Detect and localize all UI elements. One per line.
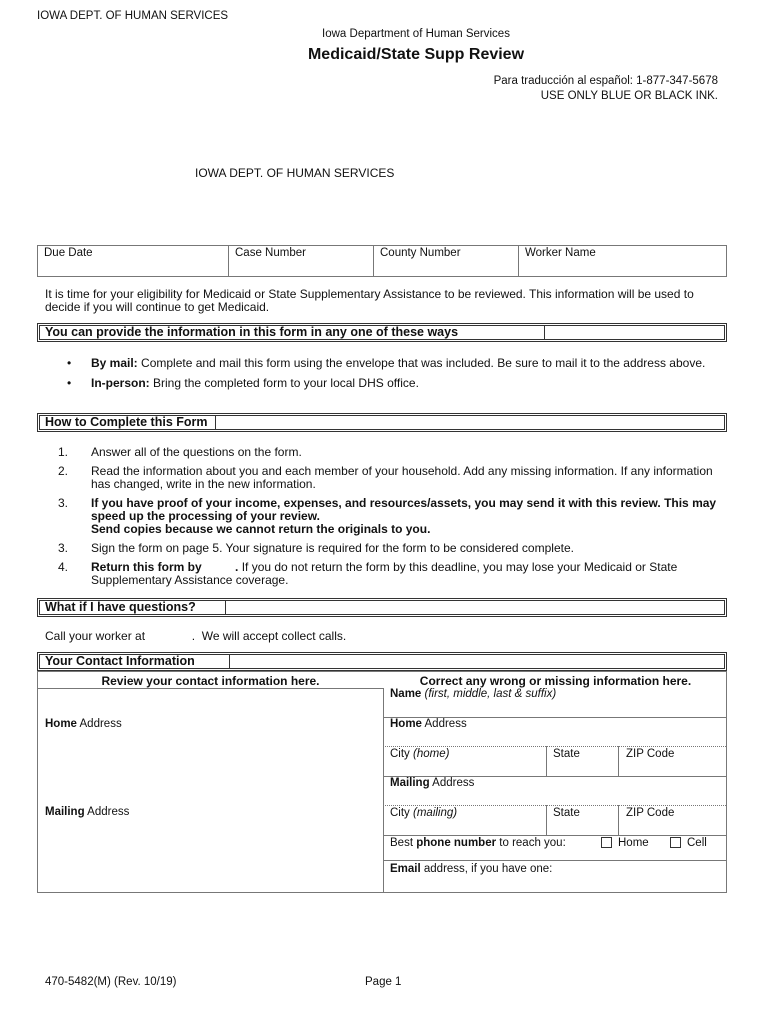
section-bar-contact (37, 652, 727, 671)
divider (383, 835, 726, 836)
county-number-cell[interactable] (374, 246, 519, 277)
bullet-icon: • (67, 376, 72, 390)
section-heading-how: How to Complete this Form (40, 416, 216, 429)
form-number: 470-5482(M) (Rev. 10/19) (45, 976, 177, 988)
list-item (58, 465, 723, 491)
list-item (58, 542, 723, 555)
section-heading-provide: You can provide the information in this form in any one of these ways (40, 326, 545, 339)
ink-instruction: USE ONLY BLUE OR BLACK INK. (540, 90, 718, 102)
section-bar-questions (37, 598, 727, 617)
state-mailing-field[interactable]: State (553, 807, 580, 819)
method-label: By mail: (91, 356, 138, 370)
mailing-address-block: IOWA DEPT. OF HUMAN SERVICES (195, 166, 395, 180)
divider (546, 746, 547, 776)
instructions-list (58, 446, 723, 593)
contact-info-grid (37, 671, 727, 893)
city-mailing-field[interactable] (390, 807, 457, 819)
page-number: Page 1 (365, 976, 402, 988)
city-hint: (mailing) (409, 807, 458, 819)
header-notes (494, 74, 718, 104)
step-number: 2. (58, 464, 69, 478)
home-label: Home (45, 718, 77, 730)
phone-label: Best (390, 837, 417, 849)
department-name: Iowa Department of Human Services (322, 28, 510, 40)
state-home-field[interactable]: State (553, 748, 580, 760)
spanish-translation-line: Para traducción al español: 1-877-347-5678 (493, 75, 718, 87)
case-number-cell[interactable] (229, 246, 374, 277)
step-bold-text: Return this form by . (91, 560, 239, 574)
address-label: Address (84, 806, 130, 818)
due-date-cell[interactable] (38, 246, 229, 277)
method-text: Bring the completed form to your local DHS office. (149, 376, 419, 390)
step-text: Read the information about you and each member of your household. Add any missing information. If any information has changed, write in the new information. (91, 464, 713, 491)
step-number: 3. (58, 541, 69, 555)
step-number: 4. (58, 560, 69, 574)
email-label-rest: address, if you have one: (420, 863, 553, 875)
column-divider (383, 688, 384, 892)
list-item (58, 561, 723, 587)
home-label: Home (390, 718, 422, 730)
worker-name-label: Worker Name (525, 247, 596, 259)
home-phone-option[interactable] (601, 837, 649, 849)
address-label: Address (421, 718, 467, 730)
cell-phone-option[interactable] (670, 837, 707, 849)
correct-column-header: Correct any wrong or missing information here. (419, 674, 692, 688)
city-label: City (390, 807, 410, 819)
phone-label: to reach you: (496, 837, 566, 849)
step-number: 1. (58, 445, 69, 459)
home-address-field[interactable] (390, 718, 467, 730)
list-item (67, 377, 722, 390)
cell-checkbox-label: Cell (687, 837, 707, 849)
section-heading-questions: What if I have questions? (40, 601, 226, 614)
mailing-label: Mailing (390, 777, 430, 789)
name-label: Name (390, 688, 422, 700)
divider (618, 746, 619, 776)
list-item (58, 446, 723, 459)
call-worker-text: Call your worker at . We will accept collect calls. (45, 629, 347, 643)
home-checkbox-label: Home (618, 837, 649, 849)
method-text: Complete and mail this form using the envelope that was included. Be sure to mail it to the address above. (137, 356, 706, 370)
submission-methods-list (67, 357, 722, 397)
city-home-field[interactable] (390, 748, 449, 760)
section-bar-provide (37, 323, 727, 342)
agency-header: IOWA DEPT. OF HUMAN SERVICES (37, 10, 229, 22)
review-column-header: Review your contact information here. (101, 674, 320, 688)
divider (383, 860, 726, 861)
address-label: Address (429, 777, 475, 789)
case-info-table (37, 245, 727, 277)
step-bold-text: If you have proof of your income, expenses, and resources/assets, you may send it with this review. This may speed up the processing of your review. (91, 496, 717, 523)
left-home-address (45, 718, 122, 730)
divider (546, 805, 547, 835)
county-number-label: County Number (380, 247, 461, 259)
city-label: City (390, 748, 410, 760)
divider (383, 805, 726, 806)
phone-field[interactable] (390, 837, 566, 849)
email-label: Email (390, 863, 421, 875)
list-item (58, 497, 723, 536)
step-text: If you do not return the form by this deadline, you may lose your Medicaid or State Supplementary Assistance coverage. (91, 560, 678, 587)
divider (383, 746, 726, 747)
zip-home-field[interactable]: ZIP Code (626, 748, 675, 760)
step-number: 3. (58, 496, 69, 510)
section-heading-contact: Your Contact Information (40, 655, 230, 668)
case-number-label: Case Number (235, 247, 306, 259)
bullet-icon: • (67, 356, 72, 370)
step-bold-text: Send copies because we cannot return the originals to you. (91, 522, 431, 536)
intro-paragraph: It is time for your eligibility for Medicaid or State Supplementary Assistance to be reviewed. This information will be used to decide if you will continue to get Medicaid. (45, 287, 694, 314)
section-bar-how (37, 413, 727, 432)
name-field[interactable] (390, 688, 556, 700)
mailing-address-field[interactable] (390, 777, 474, 789)
step-text: Sign the form on page 5. Your signature is required for the form to be considered complete. (91, 541, 574, 555)
left-mailing-address (45, 806, 129, 818)
form-title: Medicaid/State Supp Review (307, 46, 525, 63)
phone-label-bold: phone number (416, 837, 497, 849)
divider (618, 805, 619, 835)
mailing-label: Mailing (45, 806, 85, 818)
list-item (67, 357, 722, 370)
cell-checkbox[interactable] (670, 837, 681, 848)
city-hint: (home) (409, 748, 450, 760)
home-checkbox[interactable] (601, 837, 612, 848)
step-text: Answer all of the questions on the form. (91, 445, 302, 459)
method-label: In-person: (91, 376, 150, 390)
worker-name-cell[interactable] (519, 246, 727, 277)
zip-mailing-field[interactable]: ZIP Code (626, 807, 675, 819)
left-column-rule (38, 688, 383, 689)
due-date-label: Due Date (44, 247, 93, 259)
address-label: Address (76, 718, 122, 730)
email-field[interactable] (390, 863, 552, 875)
name-hint: (first, middle, last & suffix) (421, 688, 557, 700)
